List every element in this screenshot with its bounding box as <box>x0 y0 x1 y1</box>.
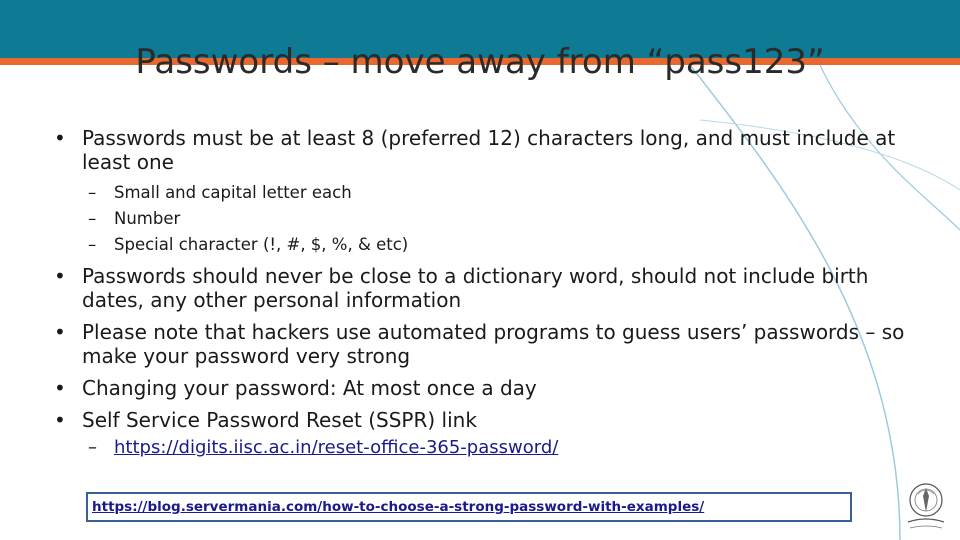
bullet-text: Passwords must be at least 8 (preferred 12) characters long, and must include at least one <box>82 126 896 174</box>
sub-list <box>54 180 914 258</box>
bullet-glyph: • <box>54 320 66 344</box>
list-item <box>54 264 914 312</box>
list-item <box>54 408 914 432</box>
bullet-text: Changing your password: At most once a day <box>82 376 537 400</box>
slide-title: Passwords – move away from “pass123” <box>135 42 825 82</box>
sub-item-text: Small and capital letter each <box>114 183 352 202</box>
sub-item-text: Number <box>114 209 181 228</box>
dash-glyph: – <box>88 437 97 458</box>
sub-list-item <box>54 232 914 258</box>
institute-logo-icon <box>898 476 954 534</box>
dash-glyph: – <box>88 209 97 228</box>
bullet-glyph: • <box>54 408 66 432</box>
bullet-glyph: • <box>54 264 66 288</box>
list-item <box>54 320 914 368</box>
bullet-list <box>54 126 914 460</box>
bullet-text: Self Service Password Reset (SSPR) link <box>82 408 477 432</box>
dash-glyph: – <box>88 183 97 202</box>
bullet-text: Please note that hackers use automated programs to guess users’ passwords – so make your password very strong <box>82 320 905 368</box>
sub-list-item <box>54 180 914 206</box>
sspr-link[interactable]: https://digits.iisc.ac.in/reset-office-365-password/ <box>114 437 559 458</box>
dash-glyph: – <box>88 235 97 254</box>
bullet-glyph: • <box>54 126 66 150</box>
list-item <box>54 376 914 400</box>
bullet-text: Passwords should never be close to a dictionary word, should not include birth dates, any other personal information <box>82 264 869 312</box>
sub-list-item <box>54 436 914 460</box>
source-link-box <box>86 492 852 522</box>
source-link[interactable]: https://blog.servermania.com/how-to-choose-a-strong-password-with-examples/ <box>92 499 705 515</box>
list-item <box>54 126 914 174</box>
sub-item-text: Special character (!, #, $, %, & etc) <box>114 235 409 254</box>
bullet-glyph: • <box>54 376 66 400</box>
sub-list-item <box>54 206 914 232</box>
